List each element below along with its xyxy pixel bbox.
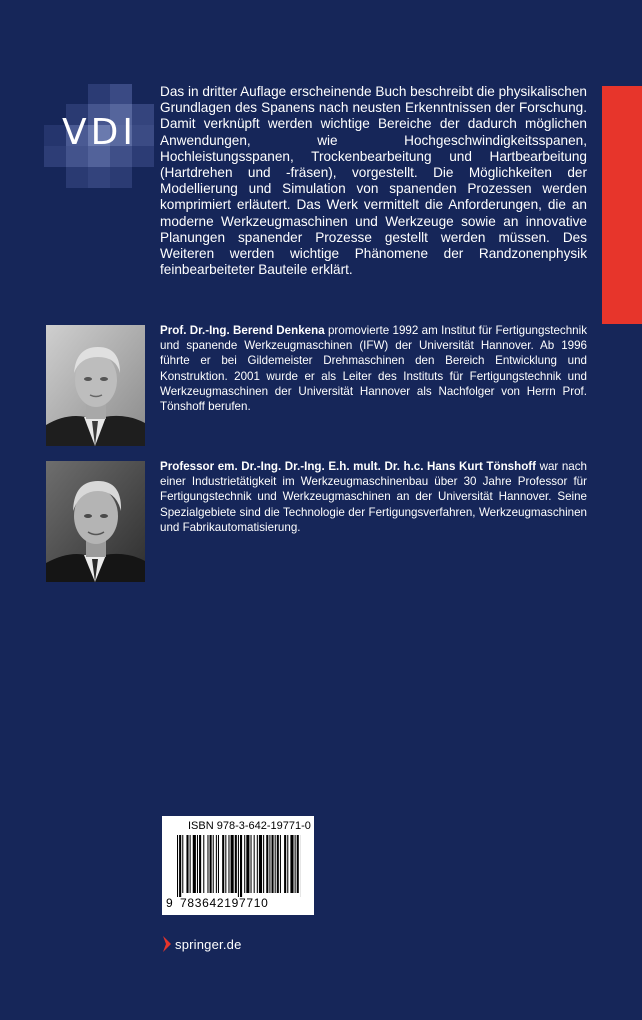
barcode-bar — [277, 835, 279, 893]
barcode-bar — [216, 835, 217, 893]
barcode-bar — [228, 835, 229, 893]
barcode-bar — [179, 835, 181, 897]
author-photo-denkena — [46, 325, 145, 446]
barcode-bar — [238, 835, 239, 897]
vdi-logo-text: VDI — [62, 112, 137, 153]
barcode-digits: 783642197710 — [180, 896, 269, 910]
author-bio-text: promovierte 1992 am Institut für Fertigungstechnik und spanende Werkzeugmaschinen (IFW) der Universität Hannover. Ab 1996 führte er bei Gildemeister Drehmaschinen den Bereich Entwicklung und Konstruktion. 2001 wurde er als Leiter des Instituts für Fertigungstechnik und Werkzeugmaschinen der Universität Hannover als Nachfolger von Herrn Prof. Tönshoff berufen. — [160, 324, 587, 414]
author-name: Professor em. Dr.-Ing. Dr.-Ing. E.h. mult. Dr. h.c. Hans Kurt Tönshoff — [160, 460, 536, 473]
barcode-bar — [280, 835, 281, 893]
barcode-bar — [203, 835, 204, 893]
barcode-bar — [182, 835, 183, 893]
author-bio-text: war nach einer Industrietätigkeit im Werkzeugmaschinenbau über 30 Jahre Professor für Fertigungstechnik und Werkzeugmaschinen an der Universität Hannover. Seine Spezialgebiete sind die Technologie der Fertigungsverfahren, Werkzeugmaschinen und Fabrikautomatisierung. — [160, 460, 587, 534]
barcode-bar — [284, 835, 286, 893]
barcode-bar — [218, 835, 219, 893]
publisher-url: springer.de — [175, 936, 242, 952]
barcode-bar — [251, 835, 252, 893]
author-bio-denkena — [160, 323, 587, 414]
red-accent-strip — [602, 86, 642, 324]
barcode-bar — [297, 835, 299, 893]
barcode-bar — [246, 835, 249, 893]
barcode-bar — [235, 835, 237, 893]
barcode-bar — [275, 835, 276, 893]
barcode-bar — [287, 835, 288, 893]
barcode-bar — [290, 835, 293, 893]
barcode-bar — [231, 835, 234, 893]
barcode-bar — [263, 835, 264, 893]
barcode-bar — [199, 835, 201, 893]
barcode-bars — [177, 835, 301, 897]
barcode-bar — [193, 835, 196, 893]
barcode-bar — [210, 835, 212, 893]
chevron-right-icon — [162, 936, 172, 952]
barcode-bar — [295, 835, 296, 893]
author-name: Prof. Dr.-Ing. Berend Denkena — [160, 324, 325, 337]
barcode-bar — [186, 835, 188, 893]
barcode-first-digit: 9 — [166, 896, 173, 910]
barcode-bar — [225, 835, 226, 893]
book-description: Das in dritter Auflage erscheinende Buch beschreibt die physikalischen Grundlagen des Spanens nach neusten Erkenntnissen der Forschung. Damit verknüpft werden wichtige Bereiche der dadurch möglichen Anwendungen, wie Hochgeschwindigkeitsspanen, Hochleistungsspanen, Trockenbearbeitung und Hartbearbeitung (Hartdrehen und -fräsen), vorgestellt. Die Möglichkeiten der Modellierung und Simulation von spanenden Prozessen werden komprimiert erläutert. Das Werk vermittelt die Anforderungen, die an moderne Werkzeugmaschinen und Werkzeuge sowie an innovative Planungen spanender Prozesse gestellt werden müssen. Des Weiteren werden wichtige Phänomene der Randzonenphysik feinbearbeiteter Bauteile erklärt. — [160, 84, 587, 278]
isbn-label: ISBN 978-3-642-19771-0 — [188, 820, 311, 832]
isbn-barcode — [162, 816, 314, 915]
author-bio-toenshoff — [160, 459, 587, 535]
barcode-bar — [244, 835, 245, 893]
barcode-bar — [197, 835, 198, 893]
barcode-bar — [266, 835, 268, 893]
barcode-bar — [259, 835, 262, 893]
barcode-bar — [207, 835, 208, 893]
barcode-bar — [269, 835, 270, 893]
barcode-bar — [272, 835, 274, 893]
barcode-bar — [240, 835, 242, 897]
barcode-bar — [254, 835, 255, 893]
barcode-bar — [257, 835, 258, 893]
author-photo-toenshoff — [46, 461, 145, 582]
barcode-bar — [177, 835, 178, 897]
barcode-bar — [222, 835, 224, 893]
barcode-bar — [190, 835, 191, 893]
publisher-website[interactable] — [162, 936, 242, 952]
barcode-bar — [213, 835, 214, 893]
